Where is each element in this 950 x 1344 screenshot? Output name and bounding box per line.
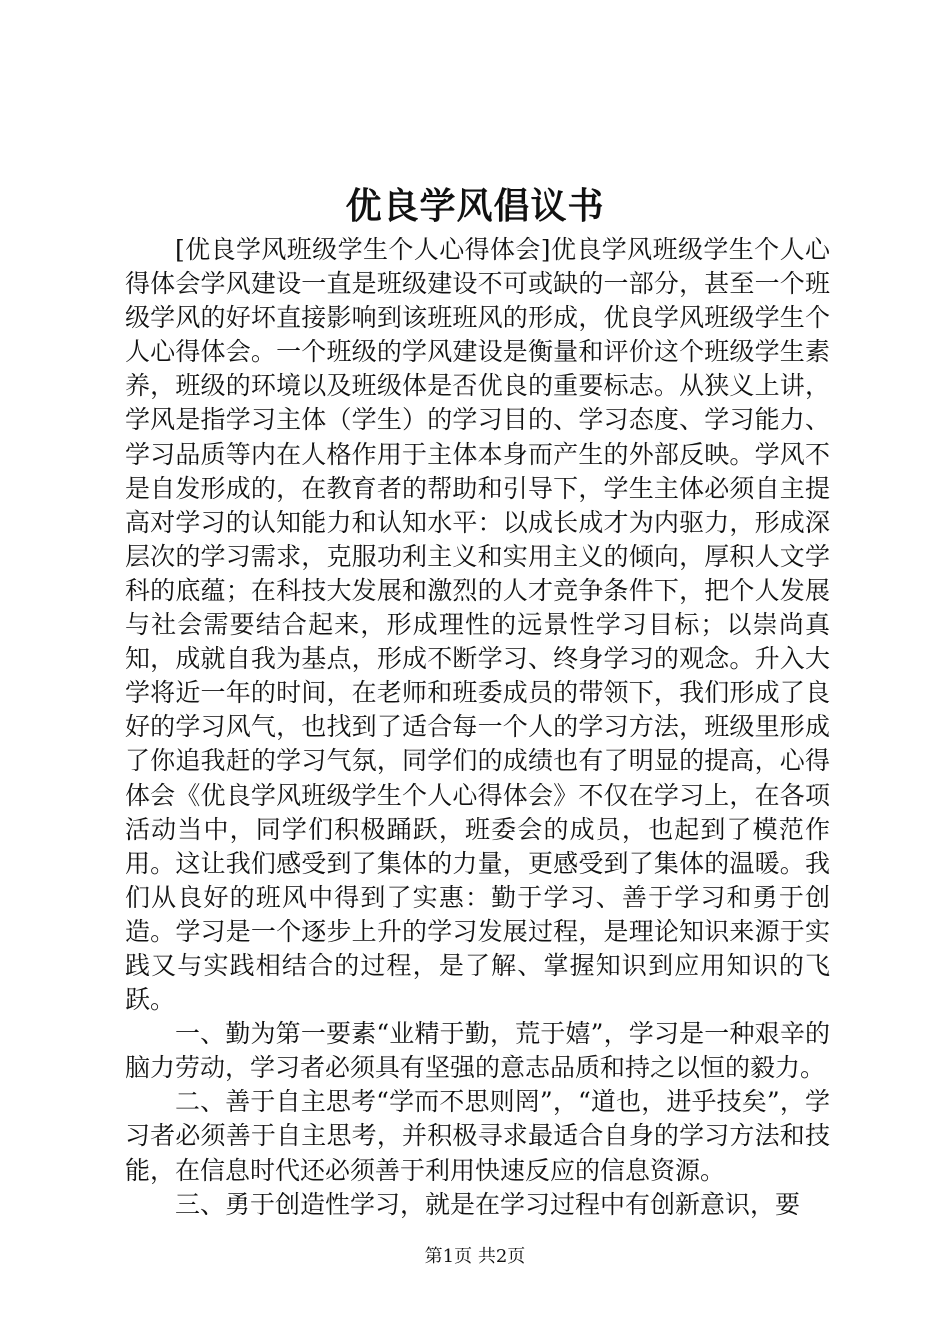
document-body: [125, 233, 830, 1222]
page-footer: 第1页 共2页: [424, 1246, 526, 1267]
document-title: 优良学风倡议书: [345, 185, 605, 227]
body-paragraph-point-3: 三、勇于创造性学习，就是在学习过程中有创新意识，要: [175, 1189, 801, 1219]
body-paragraph-point-1: 一、勤为第一要素“业精于勤，荒于嬉”，学习是一种艰辛的脑力劳动，学习者必须具有坚强的意志品质和持之以恒的毅力。: [125, 1019, 830, 1083]
body-paragraph-intro: [优良学风班级学生个人心得体会]优良学风班级学生个人心得体会学风建设一直是班级建设不可或缺的一部分，甚至一个班级学风的好坏直接影响到该班班风的形成，优良学风班级学生个人心得体会。一个班级的学风建设是衡量和评价这个班级学生素养，班级的环境以及班级体是否优良的重要标志。从狭义上讲，学风是指学习主体（学生）的学习目的、学习态度、学习能力、学习品质等内在人格作用于主体本身而产生的外部反映。学风不是自发形成的，在教育者的帮助和引导下，学生主体必须自主提高对学习的认知能力和认知水平：以成长成才为内驱力，形成深层次的学习需求，克服功利主义和实用主义的倾向，厚积人文学科的底蕴；在科技大发展和激烈的人才竞争条件下，把个人发展与社会需要结合起来，形成理性的远景性学习目标；以崇尚真知，成就自我为基点，形成不断学习、终身学习的观念。升入大学将近一年的时间，在老师和班委成员的带领下，我们形成了良好的学习风气，也找到了适合每一个人的学习方法，班级里形成了你追我赶的学习气氛，同学们的成绩也有了明显的提高，心得体会《优良学风班级学生个人心得体会》不仅在学习上，在各项活动当中，同学们积极踊跃，班委会的成员，也起到了模范作用。这让我们感受到了集体的力量，更感受到了集体的温暖。我们从良好的班风中得到了实惠：勤于学习、善于学习和勇于创造。学习是一个逐步上升的学习发展过程，是理论知识来源于实践又与实践相结合的过程，是了解、掌握知识到应用知识的飞跃。: [125, 235, 830, 1015]
body-paragraph-point-2: 二、善于自主思考“学而不思则罔”，“道也，进乎技矣”，学习者必须善于自主思考，并积极寻求最适合自身的学习方法和技能，在信息时代还必须善于利用快速反应的信息资源。: [125, 1087, 830, 1185]
